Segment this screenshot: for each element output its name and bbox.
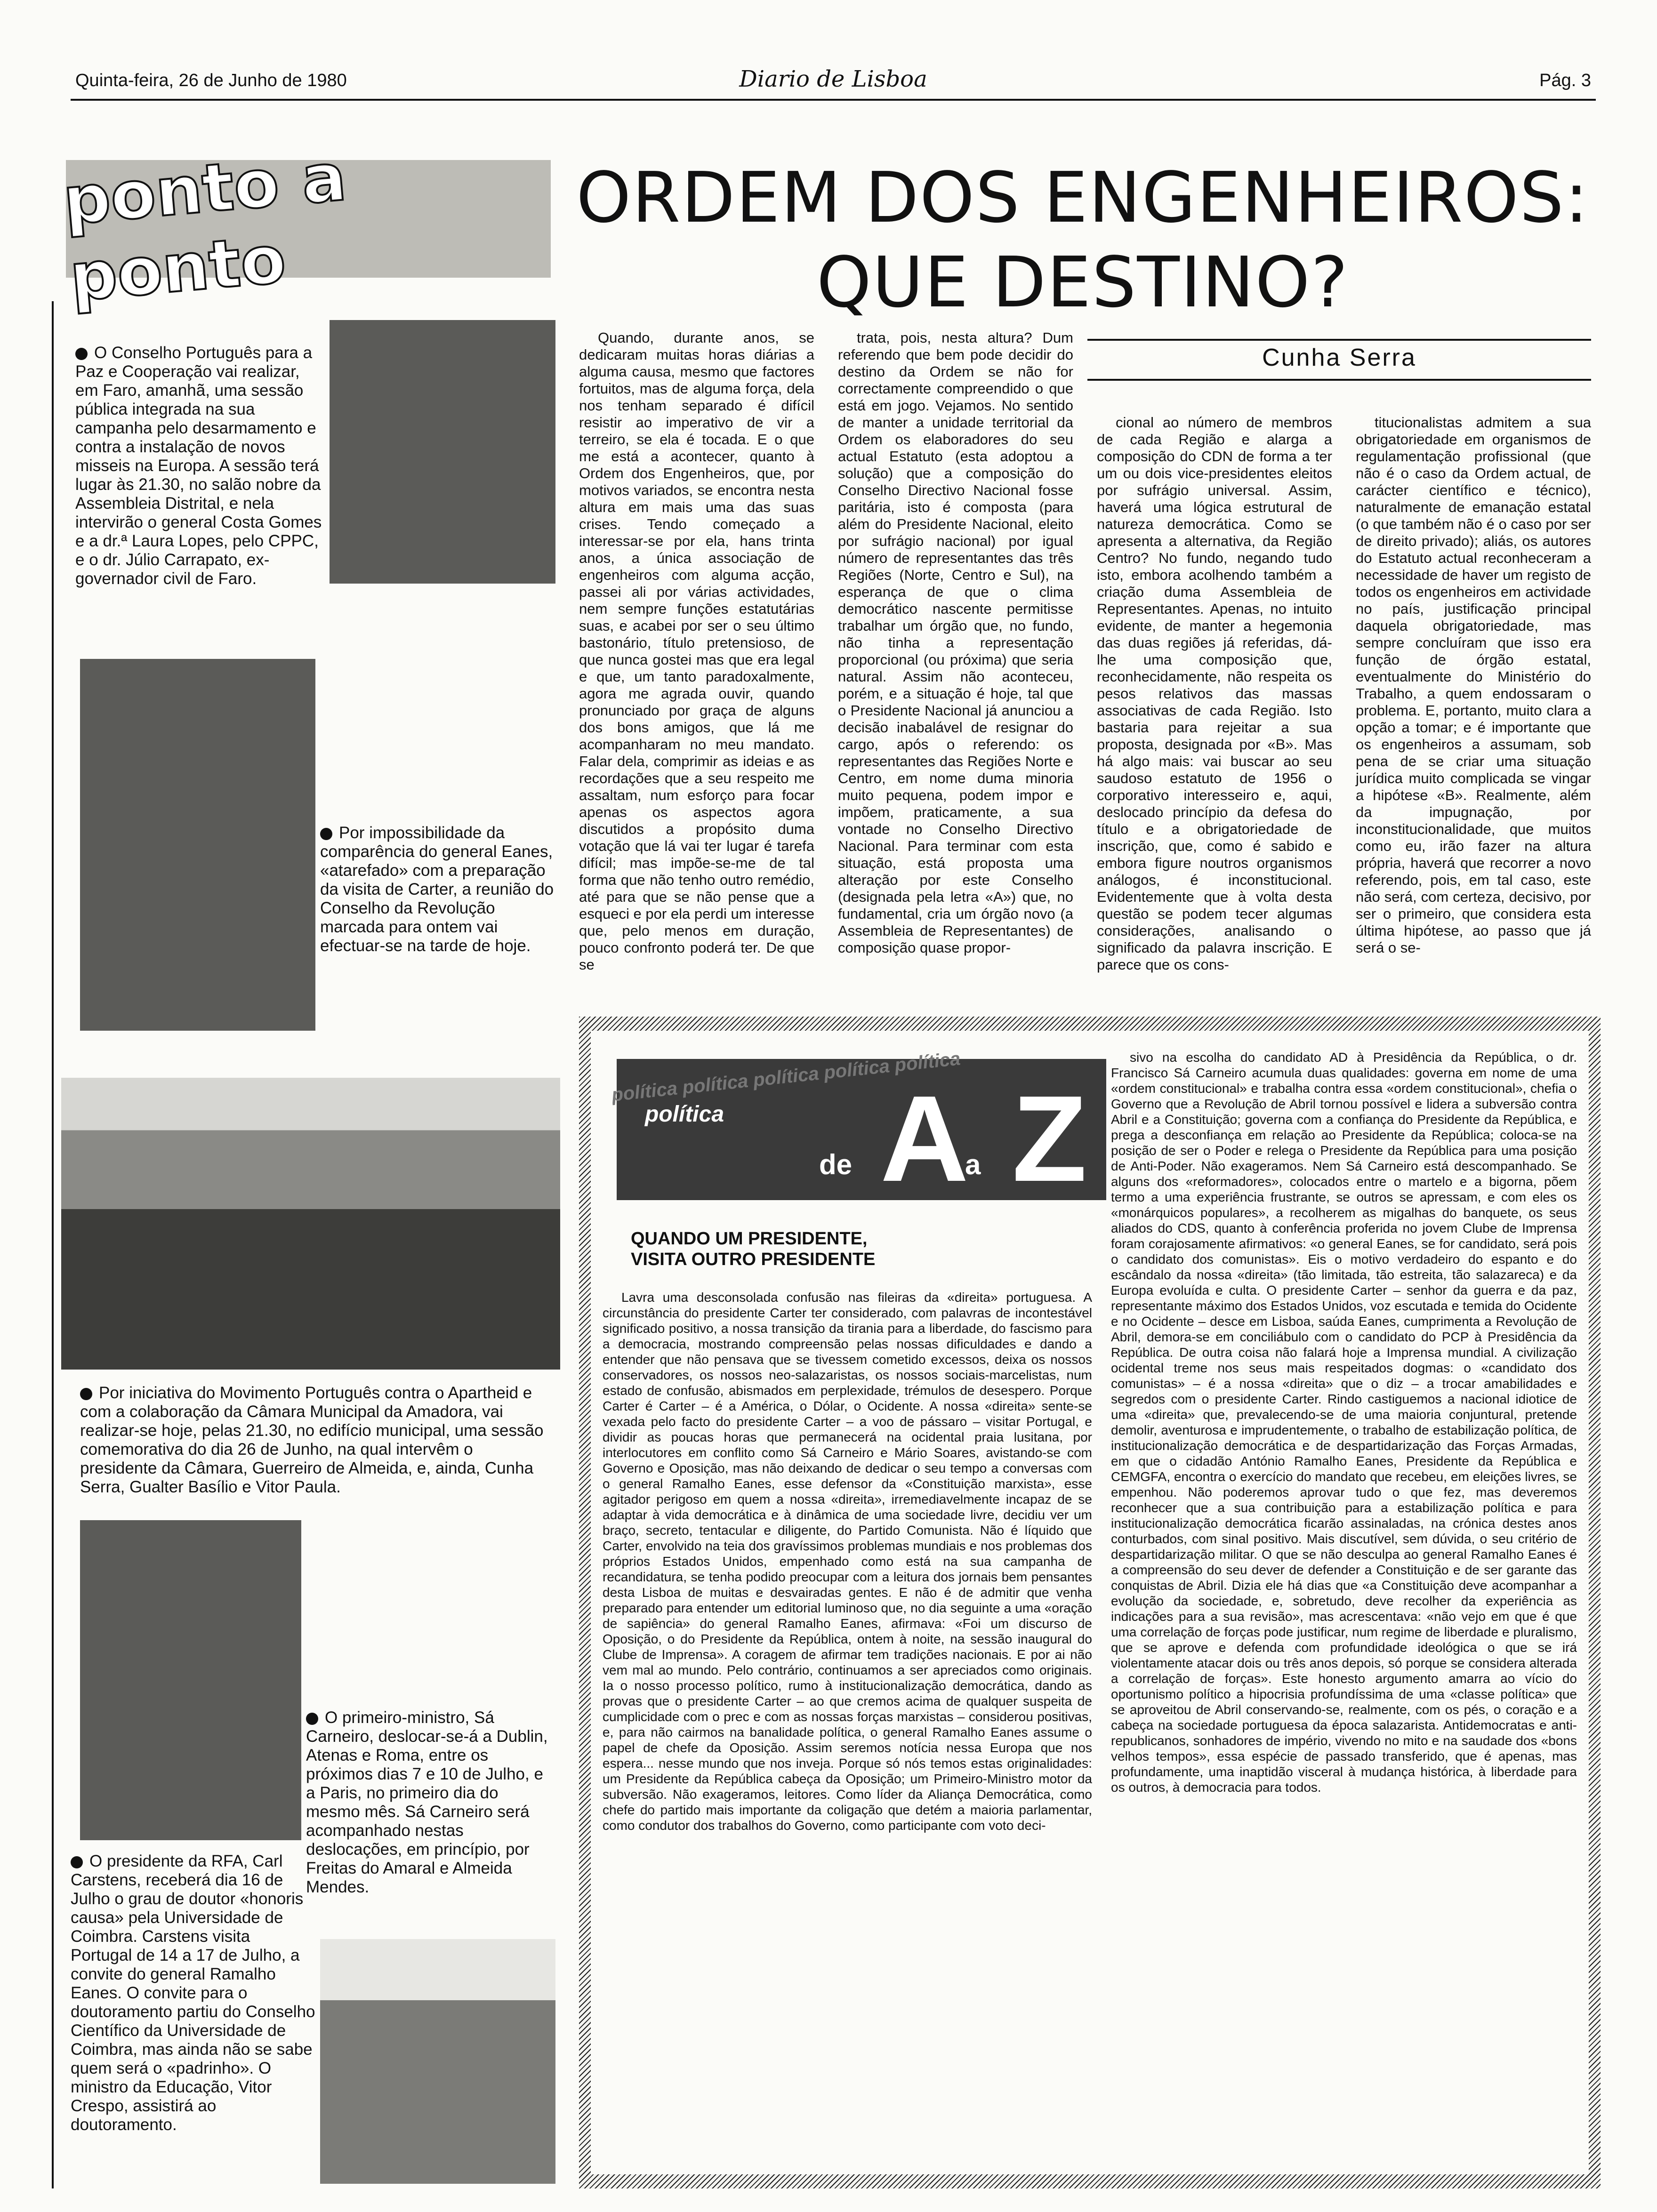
column-text: trata, pois, nesta altura? Dum referendo que bem pode decidir do destino da Ordem se não for correctamente compreendido o que está em jogo. Vejamos. No sentido de manter a unidade territorial da Ordem os elaboradores do seu actual Estatuto (esta adoptou a solução) que a composição do Conselho Directivo Nacional fosse paritária, isto é composta (para além do Presidente Nacional, eleito por sufrágio nacional) por igual número de representantes das três Regiões (Norte, Centro e Sul), na esperança de que o clima democrático nascente permitisse trabalhar um órgão que, no fundo, não tinha a representação proporcional (ou próxima) que seria natural. Assim não aconteceu, porém, e a situação é hoje, tal que o Presidente Nacional já anunciou a decisão inabalável de resignar do cargo, após o referendo: os representantes das Regiões Norte e Centro, em nome duma minoria muito pequena, podem impor e impõem, praticamente, a sua vontade no Conselho Directivo Nacional. Para terminar com esta situação, está proposta uma alteração por este Conselho (designada pela letra «A») que, no fundamental, cria um órgão novo (a Assembleia de Representantes) de composição quase propor-	[838, 329, 1073, 956]
bullet-icon	[306, 1713, 318, 1725]
az-column-right	[1111, 1050, 1577, 1795]
section-kicker	[60, 139, 551, 317]
logo-a: A	[880, 1071, 969, 1207]
bullet-icon	[71, 1856, 83, 1868]
article-column-1	[579, 329, 814, 973]
brief-3-text: Por iniciativa do Movimento Português contra o Apartheid e com a colaboração da Câmara Municipal da Amadora, vai realizar-se hoje, pelas 21.30, no edifício municipal, uma sessão comemorativa do dia 26 de Junho, na qual intervêm o presidente da Câmara, Guerreiro de Almeida, e, ainda, Cunha Serra, Gualter Basílio e Vitor Paula.	[80, 1384, 544, 1496]
column-text: cional ao número de membros de cada Região e alarga a composição do CDN de forma a ter um ou dois vice-presidentes eleitos por sufrágio universal. Assim, haverá uma lógica estrutural de natureza democrática. Como se apresenta a alternativa, da Região Centro? No fundo, negando tudo isto, embora acolhendo também a criação duma Assembleia de Representantes. Apenas, no intuito evidente, de manter a hegemonia das duas regiões já referidas, dá-lhe uma composição que, reconhecidamente, não respeita os pesos relativos das massas associativas de cada Região. Isto bastaria para rejeitar a sua proposta, designada por «B». Mas há algo mais: vai buscar ao seu saudoso estatuto de 1956 o corporativo interesseiro e, aqui, deslocado princípio da defesa do título e a obrigatoriedade de inscrição, que, como é sabido e embora figure noutros organismos análogos, é inconstitucional. Evidentemente que à volta desta questão se podem tecer algumas considerações, analisando o significado da palavra inscrição. E parece que os cons-	[1097, 414, 1332, 973]
brief-2	[320, 824, 555, 955]
portrait-photo	[330, 320, 555, 584]
brief-2-text: Por impossibilidade da comparência do general Eanes, «atarefado» com a preparação da visita de Carter, a reunião do Conselho da Revolução marcada para ontem vai efectuar-se na tarde de hoje.	[320, 824, 554, 955]
masthead	[75, 66, 1591, 99]
city-photo	[61, 1078, 560, 1370]
page-number: Pág. 3	[1539, 71, 1591, 90]
column-text: Lavra uma desconsolada confusão nas fileiras da «direita» portuguesa. A circunstância do presidente Carter ter considerado, com palavras de incontestável significado positivo, a nossa transição da tirania para a liberdade, do fascismo para a democracia, mostrando compreensão pelas nossas dificuldades e dando a entender que não pensava que se tivessem cometido excessos, deixa os nossos conservadores, os nossos neo-salazaristas, os nossos sociais-marcelistas, num estado de confusão, abismados em perplexidade, trémulos de desespero. Porque Carter é Carter – é a América, o Dólar, o Ocidente. A nossa «direita» sente-se vexada pelo facto do presidente Carter – a voo de pássaro – visitar Portugal, e dividir as poucas horas que permanecerá na ocidental praia lusitana, por interlocutores em conflito como Sá Carneiro e Mário Soares, avistando-se com Governo e Oposição, mas não deixando de dedicar o seu tempo a conversas com o general Ramalho Eanes, esse defensor da «Constituição marxista», esse agitador perigoso em quem a nossa «direita», irremediavelmente incapaz de se adaptar à vida democrática e à dinâmica de uma sociedade livre, decidiu ver um braço, secreto, tentacular e diligente, do Partido Comunista. Não é líquido que Carter, envolvido na teia dos gravíssimos problemas mundiais e nos problemas dos próprios Estados Unidos, empenhado como está na sua campanha de recandidatura, se tenha podido preocupar com a leitura dos jornais bem pensantes desta Lisboa de muitas e desvairadas gentes. E não é de admitir que venha preparado para entender um editorial luminoso que, no dia seguinte a uma «oração de sapiência» do general Ramalho Eanes, afirmava: «Foi um discurso de Oposição, o do Presidente da República, ontem à noite, na sessão inaugural do Clube de Imprensa». A coragem de afirmar tem tradições nacionais. E por ai não vem mal ao mundo. Pelo contrário, continuamos a ser apreciados como originais. Ia o nosso processo político, rumo à institucionalização democrática, dando as provas que o presidente Carter – ao que cremos acima de qualquer suspeita de cumplicidade com o prec e com as nossas forças marxistas – considerou positivas, e, para não cairmos na banalidade política, o general Ramalho Eanes assume o papel de chefe da Oposição. Assim seremos notícia nessa Europa que nos espera... nesse mundo que nos inveja. Porque só nós temos estas originalidades: um Presidente da República cabeça da Oposição; um Primeiro-Ministro motor da subversão. Não exageramos, leitores. Como líder da Aliança Democrática, como chefe do partido mais importante da coligação que detém a maioria parlamentar, como condutor dos trabalhos do Governo, como participante com voto deci-	[603, 1290, 1092, 1833]
brief-4-text: O primeiro-ministro, Sá Carneiro, deslocar-se-á a Dublin, Atenas e Roma, entre os próximos dias 7 e 10 de Julho, e a Paris, no primeiro dia do mesmo mês. Sá Carneiro será acompanhado nestas deslocações, em princípio, por Freitas do Amaral e Almeida Mendes.	[306, 1708, 548, 1896]
brief-1	[75, 344, 325, 588]
headline-line-2: QUE DESTINO?	[816, 242, 1349, 323]
masthead-rule	[71, 99, 1596, 101]
byline: Cunha Serra	[1262, 344, 1416, 371]
bullet-icon	[75, 348, 88, 360]
subhead-line-2: VISITA OUTRO PRESIDENTE	[631, 1250, 876, 1269]
article-column-2	[838, 329, 1073, 956]
column-text: sivo na escolha do candidato AD à Presidência da República, o dr. Francisco Sá Carneiro acumula duas qualidades: governa em nome de uma «ordem constitucional» e trabalha contra essa «ordem constitucional», chefia o Governo que a Revolução de Abril tornou possível e lidera a subversão contra Abril e a Constituição; governa com a confiança do Presidente da República, e prega a desconfiança em relação ao Presidente da República; coloca-se na posição de ser o Poder e relega o Presidente da República para uma posição de Anti-Poder. Não exageramos. Nem Sá Carneiro está descompanhado. Se alguns dos «reformadores», colocados entre o martelo e a bigorna, põem termo a uma experiência frustrante, se outros se apressam, e com eles os «monárquicos populares», a recolherem as migalhas do banquete, os seus aliados do CDS, quanto à conferência proferida no jovem Clube de Imprensa foram corajosamente afirmativos: «o general Eanes, se for candidato, será pois o candidato dos comunistas». Eis o motivo verdadeiro do espanto e do escândalo da nossa «direita» (tão limitada, tão estreita, tão salazareca) e da Europa evoluída e culta. O presidente Carter – senhor da guerra e da paz, representante máximo dos Estados Unidos, voz escutada e temida do Ocidente e no Ocidente – desce em Lisboa, saúda Eanes, cumprimenta a Revolução de Abril, demora-se em conciliábulo com o candidato do PCP à Presidência da República. De outra coisa não falará hoje a Imprensa mundial. A civilização ocidental treme nos seus mais respeitados dogmas: o «candidato dos comunistas» – é a nossa «direita» que o diz – a trocar amabilidades e segredos com o presidente Carter. Rindo castiguemos a nacional idiotice de uma «direita» que, prevalecendo-se de uma maioria conjuntural, pretende demolir, aventurosa e imprudentemente, o trabalho de estabilização política, de institucionalização democrática e de despartidarização das Forças Armadas, em que o cidadão António Ramalho Eanes, Presidente da República e CEMGFA, encontra o exercício do mandato que recebeu, em eleições livres, se empenhou. Não poderemos aprovar tudo o que fez, mas deveremos reconhecer que a sua contribuição para a estabilização política e para institucionalização democrática ficarão assinaladas, na crónica destes anos conturbados, com sinal positivo. Mais discutível, sem dúvida, o seu critério de despartidarização militar. O que se não desculpa ao general Ramalho Eanes é a compreensão do seu dever de defender a Constituição e de ser garante das conquistas de Abril. Dizia ele há dias que «a Constituição deve acompanhar a evolução da sociedade, e, sobretudo, deve recolher da experiência as indicações para a sua revisão», mas acrescentava: «não vejo em que é que uma correlação de forças pode justificar, num regime de liberdade e pluralismo, que se aprove e defenda com profundidade ideológica o que se irá violentamente atacar dois ou três anos depois, só porque se considera alterada a correlação de forças». Este honesto argumento amarra ao vício do oportunismo político a hipocrisia profundíssima de uma «classe política» que se aproveitou de Abril conservando-se, realmente, com os pés, o coração e a cabeça na sociedade portuguesa da época salazarista. Antidemocratas e anti-republicanos, sonhadores de império, vivendo no mito e na saudade dos «bons velhos tempos», essa espécie de passado transferido, que é apenas, mas profundamente, uma inaptidão visceral à mudança histórica, à liberdade para os outros, à democracia para todos.	[1111, 1050, 1577, 1795]
logo-a-small: a	[965, 1149, 981, 1180]
newspaper-name: Diario de Lisboa	[739, 66, 927, 92]
headline-line-1: ORDEM DOS ENGENHEIROS:	[576, 157, 1589, 238]
logo-de: de	[819, 1149, 853, 1180]
brief-5	[71, 1852, 315, 2134]
brief-1-text: O Conselho Português para a Paz e Cooperação vai realizar, em Faro, amanhã, uma sessão pública integrada na sua campanha pelo desarmamento e contra a instalação de novos misseis na Europa. A sessão terá lugar às 21.30, no salão nobre da Assembleia Distrital, e nela intervirão o general Costa Gomes e a dr.ª Laura Lopes, pelo CPPC, e o dr. Júlio Carrapato, ex-governador civil de Faro.	[75, 344, 322, 588]
article-headline	[565, 155, 1601, 325]
building-photo	[320, 1939, 555, 2184]
article-column-3	[1097, 414, 1332, 973]
issue-date: Quinta-feira, 26 de Junho de 1980	[75, 71, 347, 90]
brief-5-text: O presidente da RFA, Carl Carstens, receberá dia 16 de Julho o grau de doutor «honoris causa» pela Universidade de Coimbra. Carstens visita Portugal de 14 a 17 de Julho, a convite do general Ramalho Eanes. O convite para o doutoramento partiu do Conselho Científico da Universidade de Coimbra, mas ainda não se sabe quem será o «padrinho». O ministro da Educação, Vitor Crespo, assistirá ao doutoramento.	[71, 1852, 315, 2134]
bullet-icon	[320, 828, 332, 840]
byline-rule	[1087, 339, 1591, 341]
az-logo	[611, 1048, 1106, 1207]
subhead-line-1: QUANDO UM PRESIDENTE,	[631, 1229, 868, 1249]
logo-politica: política	[645, 1102, 724, 1127]
az-column-left	[603, 1290, 1092, 1833]
portrait-photo	[80, 659, 315, 1031]
brief-3	[80, 1384, 551, 1497]
portrait-photo	[80, 1520, 301, 1840]
kicker-text: ponto a ponto	[60, 139, 350, 317]
brief-4	[306, 1708, 551, 1897]
byline-rule	[1087, 379, 1591, 381]
az-subhead	[631, 1228, 1092, 1270]
logo-z: Z	[1012, 1071, 1087, 1207]
column-text: Quando, durante anos, se dedicaram muitas horas diárias a alguma causa, mesmo que factores fortuitos, mas de alguma força, dela nos tenham separado é difícil resistir ao imperativo de vir a terreiro, se ela é tocada. E o que me está a acontecer, quanto à Ordem dos Engenheiros, que, por motivos variados, se encontra nesta altura em mais uma das suas crises. Tendo começado a interessar-se por ela, hans trinta anos, a única associação de engenheiros com alguma acção, passei ali por várias actividades, nem sempre funções estatutárias suas, e acabei por ser o seu último bastonário, título pretensioso, de que nunca gostei mas que era legal e que, um tanto paradoxalmente, agora me agrada ouvir, quando pronunciado por graça de alguns dos bons amigos, que lá me acompanharam no meu mandato. Falar dela, comprimir as ideias e as recordações que a seu respeito me assaltam, num esforço para focar apenas os aspectos agora discutidos a propósito duma votação que lá vai ter lugar é tarefa difícil; mas impõe-se-me de tal forma que não tenho outro remédio, até para que se não pense que a esqueci e por ela perdi um interesse que, pelo menos em duração, pouco confronto poderá ter. De que se	[579, 329, 814, 973]
column-text: titucionalistas admitem a sua obrigatoriedade em organismos de regulamentação profissional (que não é o caso da Ordem actual, de carácter científico e técnico), naturalmente de emanação estatal (o que também não é o caso por ser de direito privado); aliás, os autores do Estatuto actual reconheceram a necessidade de haver um registo de todos os engenheiros em actividade no país, justificação principal daquela obrigatoriedade, mas sempre concluíram que isso era função de órgão estatal, eventualmente do Ministério do Trabalho, a quem endossaram o problema. E, portanto, muito clara a opção a tomar; e é importante que os engenheiros a assumam, sob pena de se criar uma situação jurídica muito complicada se vingar a hipótese «B». Realmente, além da impugnação, por inconstitucionalidade, que muitos como eu, irão fazer na altura própria, haverá que recorrer a novo referendo, pois, em tal caso, este não será, com certeza, decisivo, por ser o primeiro, que considera esta última hipótese, ao passo que já será o se-	[1356, 414, 1591, 956]
article-column-4	[1356, 414, 1591, 956]
bullet-icon	[80, 1388, 92, 1400]
logo-background-text: política política política política política	[611, 1048, 962, 1106]
